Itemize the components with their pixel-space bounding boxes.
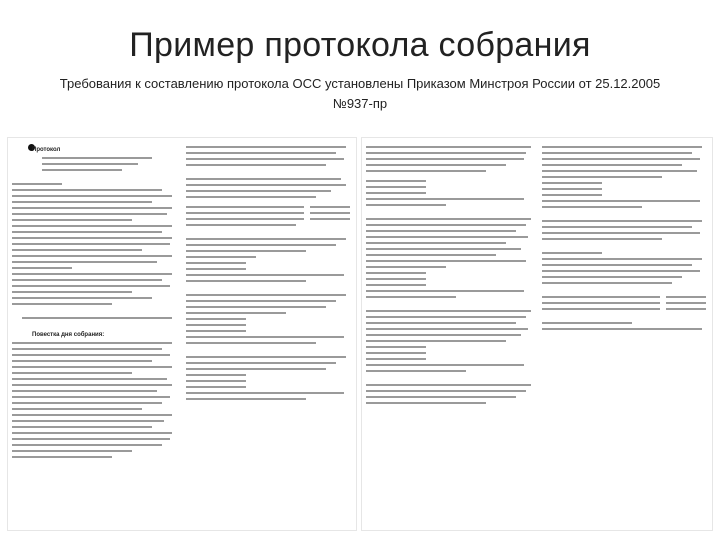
protocol-column-4 xyxy=(542,142,706,330)
protocol-page-left xyxy=(8,138,356,530)
protocol-page-right xyxy=(362,138,712,530)
protocol-heading: Протокол xyxy=(32,147,61,153)
agenda-heading: Повестка дня собрания: xyxy=(32,332,105,338)
protocol-column-3 xyxy=(366,142,534,404)
slide-title: Пример протокола собрания xyxy=(129,26,591,64)
protocol-column-2 xyxy=(186,142,350,400)
protocol-column-1 xyxy=(12,142,176,458)
slide-subtitle: Требования к составлению протокола ОСС установлены Приказом Минстроя России от 25.12.2005 №937-пр xyxy=(59,76,661,111)
